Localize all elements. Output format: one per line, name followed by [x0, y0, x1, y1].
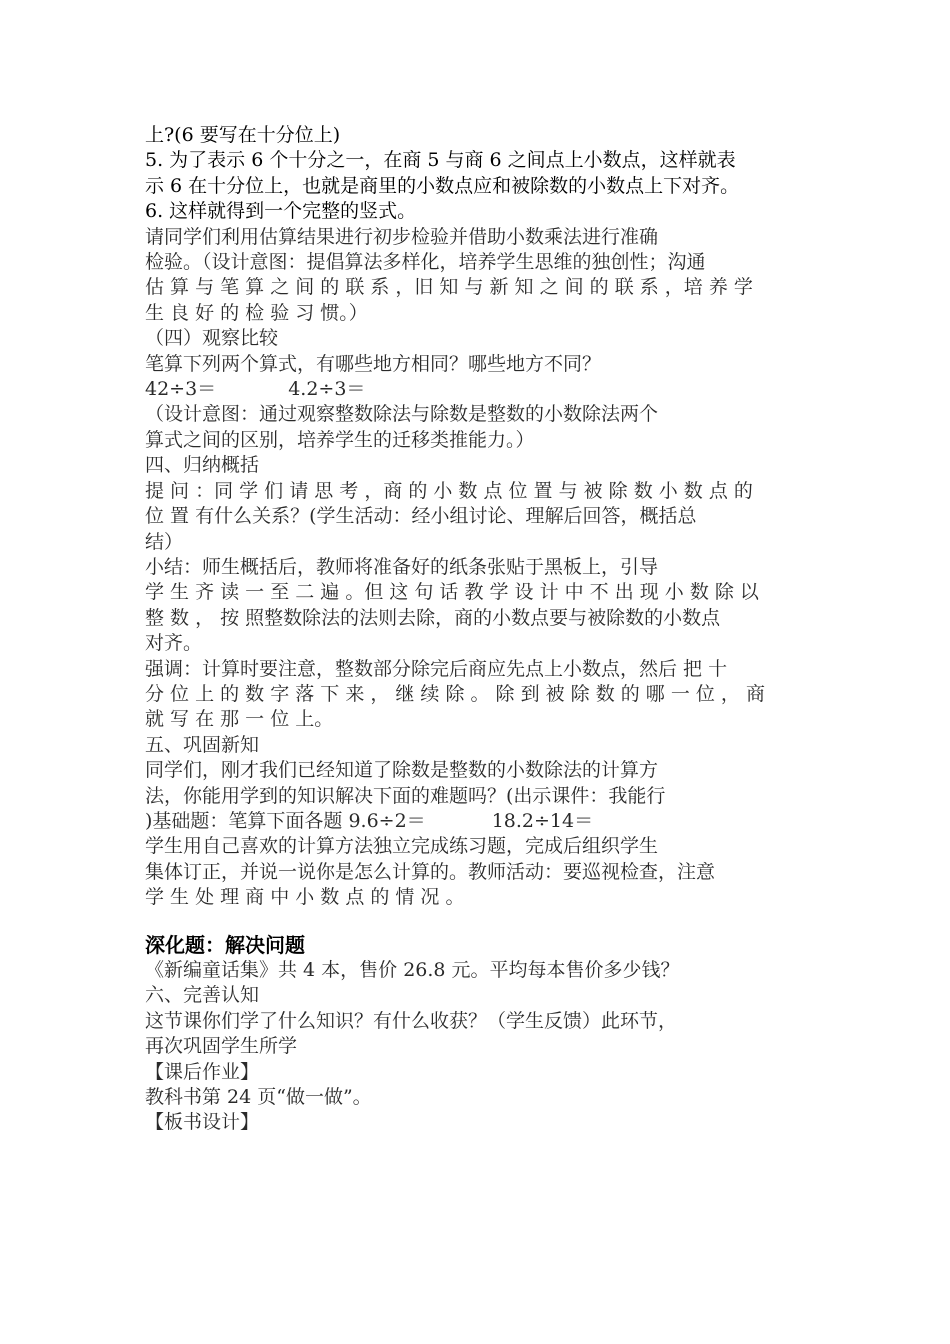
- expression-line: [145, 809, 815, 834]
- section-heading: 【板书设计】: [145, 1111, 260, 1134]
- text-line: 提 问 ：同 学 们 请 思 考 ，商 的 小 数 点 位 置 与 被 除 数 小 数 点 的: [145, 479, 753, 502]
- text-line: 生 良 好 的 检 验 习 惯。）: [145, 301, 368, 324]
- section-heading: 【课后作业】: [145, 1060, 260, 1083]
- text-line: 就 写 在 那 一 位 上。: [145, 708, 334, 731]
- text-line: 请同学们利用估算结果进行初步检验并借助小数乘法进行准确: [145, 225, 659, 248]
- text-line: 5. 为了表示 6 个十分之一，在商 5 与商 6 之间点上小数点，这样就表: [145, 149, 736, 172]
- text-line: 分 位 上 的 数 字 落 下 来 ， 继 续 除 。 除 到 被 除 数 的 哪 一 位 ， 商: [145, 682, 765, 705]
- text-line: （设计意图：通过观察整数除法与除数是整数的小数除法两个: [145, 403, 659, 426]
- text-line: 强调：计算时要注意，整数部分除完后商应先点上小数点，然后 把 十: [145, 657, 728, 680]
- expression-2: 4.2÷3＝: [288, 378, 366, 401]
- text-line: 这节课你们学了什么知识？有什么收获？（学生反馈）此环节，: [145, 1009, 678, 1032]
- basic-exercise-label: )基础题：笔算下面各题 9.6÷2＝: [145, 809, 426, 832]
- section-heading: 五、巩固新知: [145, 733, 260, 756]
- text-line: 6. 这样就得到一个完整的竖式。: [145, 200, 417, 223]
- text-line: 位 置 有什么关系？(学生活动：经小组讨论、理解后回答，概括总: [145, 505, 697, 528]
- text-line: 算式之间的区别，培养学生的迁移类推能力。）: [145, 428, 535, 451]
- text-line: 学 生 处 理 商 中 小 数 点 的 情 况 。: [145, 886, 465, 909]
- expression-1: 42÷3＝: [145, 378, 217, 401]
- text-line: 检验。（设计意图：提倡算法多样化，培养学生思维的独创性；沟通: [145, 251, 706, 274]
- text-line: 学生用自己喜欢的计算方法独立完成练习题，完成后组织学生: [145, 835, 659, 858]
- text-line: 整 数 ， 按 照整数除法的法则去除，商的小数点要与被除数的小数点: [145, 606, 721, 629]
- text-line: 笔算下列两个算式，有哪些地方相同？哪些地方不同？: [145, 352, 602, 375]
- deepening-heading: 深化题：解决问题: [145, 932, 305, 957]
- text-line: 再次巩固学生所学: [145, 1035, 298, 1058]
- document-body: [145, 123, 815, 1136]
- text-line: 结）: [145, 530, 184, 553]
- text-line: 估 算 与 笔 算 之 间 的 联 系 ，旧 知 与 新 知 之 间 的 联 系 ，培 养 学: [145, 276, 753, 299]
- text-line: 小结：师生概括后，教师将准备好的纸条张贴于黑板上，引导: [145, 555, 659, 578]
- section-heading: 四、归纳概括: [145, 454, 260, 477]
- text-line: 集体订正，并说一说你是怎么计算的。教师活动：要巡视检查，注意: [145, 860, 716, 883]
- basic-exercise-expression-2: 18.2÷14＝: [491, 809, 594, 832]
- text-line: 学 生 齐 读 一 至 二 遍 。但 这 句 话 教 学 设 计 中 不 出 现 小 数 除 以: [145, 581, 759, 604]
- expression-line: [145, 377, 815, 402]
- text-line: 示 6 在十分位上，也就是商里的小数点应和被除数的小数点上下对齐。: [145, 174, 740, 197]
- text-line: 教科书第 24 页“做一做”。: [145, 1086, 372, 1109]
- text-line: 法，你能用学到的知识解决下面的难题吗？(出示课件：我能行: [145, 784, 666, 807]
- section-heading: 六、完善认知: [145, 984, 260, 1007]
- section-heading: （四）观察比较: [145, 327, 279, 350]
- text-line: 对齐。: [145, 632, 203, 655]
- text-line: 同学们，刚才我们已经知道了除数是整数的小数除法的计算方: [145, 759, 659, 782]
- text-line: 上?(6 要写在十分位上): [145, 124, 341, 146]
- text-line: 《新编童话集》共 4 本，售价 26.8 元。平均每本售价多少钱？: [145, 959, 680, 981]
